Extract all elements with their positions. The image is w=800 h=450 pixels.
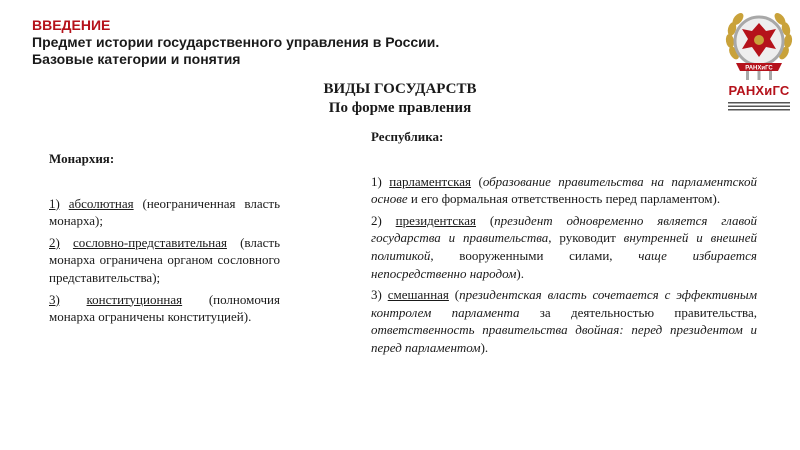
slide-header bbox=[32, 17, 652, 68]
republic-item: 2) президентская (президент одновременно является главой государства и правительства, руководит внутренней и внешней политикой, вооруженными силами, чаще избирается непосредственно народом). bbox=[371, 212, 757, 281]
main-title bbox=[200, 80, 600, 118]
republic-term: парламентская bbox=[389, 173, 472, 189]
republic-term: смешанная bbox=[387, 287, 449, 303]
republic-heading: Республика: bbox=[371, 129, 444, 144]
monarchy-item: 1) абсолютная (неограниченная власть монарха); bbox=[49, 195, 281, 229]
emblem-icon bbox=[722, 5, 796, 83]
logo-brand-text: РАНХиГС bbox=[728, 83, 790, 98]
logo-subtext-lines bbox=[728, 101, 790, 111]
monarchy-term: сословно-представительная bbox=[72, 234, 227, 250]
slide-title-line-2: Базовые категории и понятия bbox=[32, 51, 241, 67]
slide-title-line-1: Предмет истории государственного управления в России. bbox=[32, 34, 440, 50]
monarchy-term: абсолютная bbox=[68, 195, 134, 211]
main-title-subtitle: По форме правления bbox=[328, 100, 472, 116]
monarchy-item: 2) сословно-представительная (власть монарха ограничена органом сословного представительства); bbox=[49, 234, 280, 285]
republic-column bbox=[371, 128, 757, 361]
monarchy-item: 3) конституционная (полномочия монарха ограничены конституцией). bbox=[49, 291, 280, 325]
monarchy-term: конституционная bbox=[86, 291, 183, 307]
republic-item: 3) смешанная (президентская власть сочетается с эффективным контролем парламента за деятельностью правительства, ответственность правительства двойная: перед президентом и перед парламентом). bbox=[371, 287, 757, 355]
republic-term: президентская bbox=[395, 212, 476, 228]
republic-item: 1) парламентская (образование правительства на парламентской основе и его формальная ответственность перед парламентом). bbox=[371, 173, 757, 207]
emblem-ribbon-text: РАНХиГС bbox=[745, 65, 773, 72]
main-title-heading: ВИДЫ ГОСУДАРСТВ bbox=[323, 81, 477, 97]
ranepa-logo bbox=[722, 5, 796, 117]
monarchy-column bbox=[49, 150, 280, 330]
section-label: ВВЕДЕНИЕ bbox=[32, 17, 111, 33]
monarchy-heading: Монархия: bbox=[49, 151, 115, 166]
